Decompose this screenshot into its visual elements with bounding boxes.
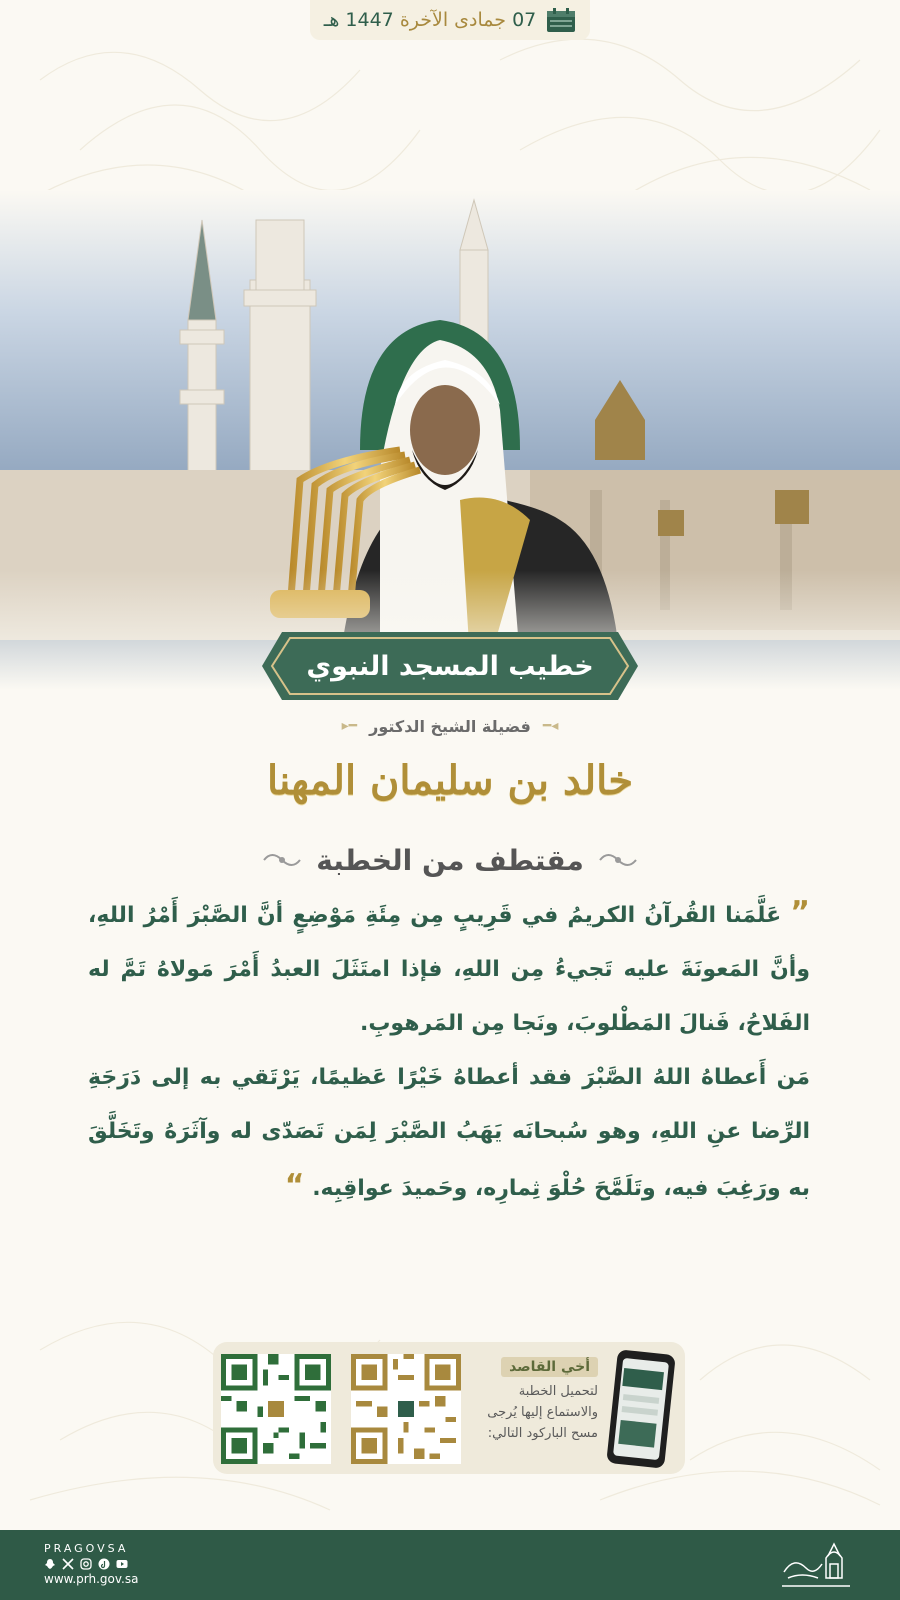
qr-heading: أخي القاصد: [501, 1357, 598, 1377]
hijri-date: [324, 9, 536, 31]
paragraph-2-text: مَن أَعطاهُ اللهُ الصَّبْرَ فقد أعطاهُ خَيْرًا عَظيمًا، يَرْتَقي به إلى دَرَجَةِ الرِّضا عنِ اللهِ، وهو سُبحانَه يَهَبُ الصَّبْرَ لِمَن تَصَدّى له وآثَرَهُ وتَخَلَّقَ به ورَغِبَ فيه، وتَلَمَّحَ حُلْوَ ثِمارِه، وحَميدَ عواقِبِه.: [88, 1065, 810, 1201]
excerpt-paragraph-2: [88, 1051, 810, 1216]
section-heading: [200, 838, 700, 882]
phone-mockup-icon: [606, 1350, 676, 1468]
tiktok-icon[interactable]: [98, 1558, 110, 1570]
banner-title: خطيب المسجد النبوي: [306, 650, 594, 682]
calendar-icon: [546, 7, 576, 33]
presidency-logo: [778, 1538, 854, 1594]
website-link[interactable]: www.prh.gov.sa: [44, 1572, 139, 1586]
qr-code-green[interactable]: [221, 1354, 331, 1464]
date-badge: [310, 0, 590, 40]
social-icons: [44, 1558, 138, 1570]
date-day: 07: [512, 9, 537, 31]
hero-image: [0, 190, 900, 690]
qr-code-gold[interactable]: [351, 1354, 461, 1464]
sermon-excerpt: [88, 886, 810, 1216]
preacher-name: خالد بن سليمان المهنا: [266, 756, 634, 804]
subtitle: فضيلة الشيخ الدكتور: [369, 716, 531, 736]
subtitle-row: [300, 712, 600, 740]
close-quote-icon: “: [284, 1168, 305, 1203]
arrow-right-icon: ━▸: [341, 718, 358, 734]
paragraph-1-text: عَلَّمَنا القُرآنُ الكريمُ في قَرِيبٍ مِن مِئَةِ مَوْضِعٍ أنَّ الصَّبْرَ أَمْرُ اللهِ، وأنَّ المَعونَةَ عليه تَجيءُ مِن اللهِ، فإذا امتَثَلَ العبدُ أَمْرَ مَولاهُ تَمَّ له الفَلاحُ، فَنالَ المَطْلوبَ، ونَجا مِن المَرهوبِ.: [88, 903, 810, 1036]
instagram-icon[interactable]: [80, 1558, 92, 1570]
x-icon[interactable]: [62, 1558, 74, 1570]
footer: [0, 1530, 900, 1600]
snapchat-icon[interactable]: [44, 1558, 56, 1570]
title-banner: [262, 628, 638, 704]
section-heading-text: مقتطف من الخطبة: [316, 843, 584, 877]
youtube-icon[interactable]: [116, 1558, 128, 1570]
excerpt-paragraph-1: [88, 886, 810, 1051]
arrow-left-icon: ◂━: [542, 718, 559, 734]
qr-body: لتحميل الخطبة والاستماع إليها يُرجى مسح الباركود التالي:: [487, 1384, 598, 1441]
brand-handle: PRAGOVSA: [44, 1542, 129, 1555]
footer-contact: [44, 1542, 138, 1586]
qr-instructions: [468, 1356, 598, 1444]
ornament-right-icon: [598, 850, 638, 870]
qr-card: [213, 1342, 685, 1474]
date-year: 1447 هـ: [323, 9, 394, 31]
date-month: جمادى الآخرة: [399, 9, 507, 31]
ornament-left-icon: [262, 850, 302, 870]
open-quote-icon: ”: [790, 895, 810, 930]
